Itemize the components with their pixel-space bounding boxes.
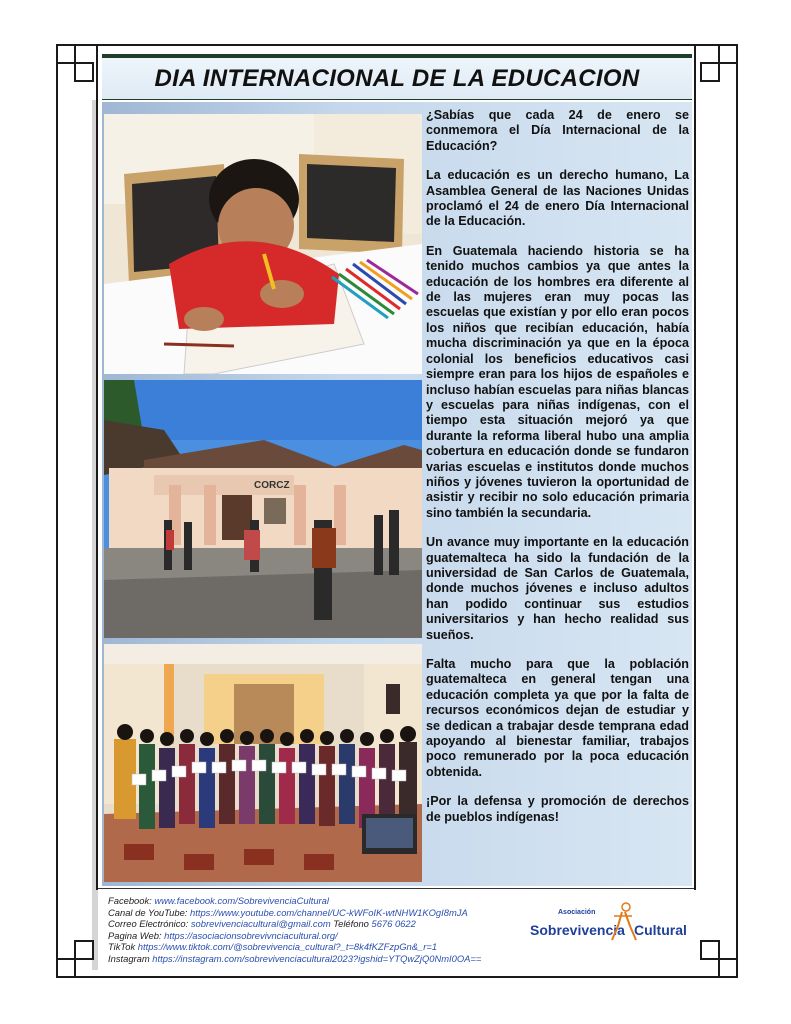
facebook-link[interactable]: www.facebook.com/SobrevivenciaCultural: [154, 895, 329, 906]
paragraph-university: Un avance muy importante en la educación guatemalteca ha sido la fundación de la universidad de San Carlos de Guatemala, donde muchos jóvenes e incluso adultos han podido continuar sus estudios universitarios y han hecho realidad sus sueños.: [426, 535, 689, 642]
facebook-label: Facebook:: [108, 895, 152, 906]
building-sign: CORCZ: [254, 480, 290, 491]
logo-word-sobrevivencia: Sobrevivencia: [530, 922, 625, 938]
corner-ornament-bottom-left: [56, 940, 94, 978]
title-banner: [102, 54, 692, 100]
footer-instagram: [108, 953, 528, 965]
photo-child-drawing: [104, 114, 422, 374]
logo-word-cultural: Cultural: [634, 922, 687, 938]
web-link[interactable]: https://asociacionsobrevivnciacultural.org/: [164, 929, 338, 941]
photo-group-certificates: [104, 644, 422, 882]
paragraph-human-right: La educación es un derecho humano, La Asamblea General de las Naciones Unidas proclamó el 24 de enero Día Internacional de la Educación.: [426, 168, 689, 229]
email-link[interactable]: sobrevivenciacultural@gmail.com: [190, 918, 331, 930]
paragraph-closing: ¡Por la defensa y promoción de derechos de pueblos indígenas!: [426, 794, 689, 824]
corner-ornament-top-right: [700, 44, 738, 82]
logo-small-text: Asociación: [558, 909, 596, 916]
article-text: [426, 108, 689, 839]
footer-divider: [98, 888, 694, 889]
web-label: Pagina Web:: [108, 929, 162, 941]
phone-label: Teléfono: [333, 918, 369, 930]
paragraph-challenges: Falta mucho para que la población guatemalteca en general tengan una educación completa ya que por la falta de recursos económicos dejan de estudiar y se dedican a trabajar desde temprana edad apoyando al bienestar familiar, trabajos poco remunerado por la poca educación obtenida.: [426, 657, 689, 779]
corner-ornament-top-left: [56, 44, 94, 82]
corner-ornament-bottom-right: [700, 940, 738, 978]
footer-youtube: [108, 907, 528, 919]
page-title: DIA INTERNACIONAL DE LA EDUCACION: [154, 64, 640, 92]
paragraph-intro: ¿Sabías que cada 24 de enero se conmemora el Día Internacional de la Educación?: [426, 108, 689, 153]
contact-footer: [108, 895, 528, 965]
instagram-link[interactable]: https://instagram.com/sobrevivenciacultural2023?igshid=YTQwZjQ0NmI0OA==: [152, 952, 482, 964]
footer-tiktok: [108, 941, 528, 953]
tiktok-link[interactable]: https://www.tiktok.com/@sobrevivencia_cultural?_t=8k4fKZFzpGn&_r=1: [137, 941, 438, 953]
youtube-link[interactable]: https://www.youtube.com/channel/UC-kWFoIK-wtNHW1KOgI8mJA: [190, 906, 468, 918]
footer-facebook: [108, 895, 528, 907]
footer-web: [108, 930, 528, 942]
instagram-label: Instagram: [108, 952, 150, 964]
frame-inner-right-rule: [694, 44, 696, 890]
frame-inner-left-rule: [96, 44, 98, 890]
footer-email: [108, 918, 528, 930]
paragraph-history: En Guatemala haciendo historia se ha tenido muchos cambios ya que antes la educación de los hombres era diferente al de las mujeres eran muy pocas las escuelas que existían y por ello eran pocos los niños que recibían educación, había mucha discriminación ya que en la época colonial los beneficios educativos casi siempre eran para los hijos de españoles e incluso habían escuelas para niñas blancas y escuelas para niñas indígenas, con el tiempo esta situación mejoró ya que durante la reforma liberal hubo una amplia cobertura en educación donde se fundaron varias escuelas e institutos donde muchos niños y jóvenes tuvieron la oportunidad de asistir y recibir no solo educación primaria sino también la secundaria.: [426, 243, 689, 520]
youtube-label: Canal de YouTube:: [108, 906, 188, 918]
organization-logo: [528, 900, 688, 944]
email-label: Correo Electrónico:: [108, 918, 189, 930]
phone-link[interactable]: 5676 0622: [371, 918, 416, 930]
photo-building-courtyard: [104, 380, 422, 638]
tiktok-label: TikTok: [108, 941, 136, 953]
